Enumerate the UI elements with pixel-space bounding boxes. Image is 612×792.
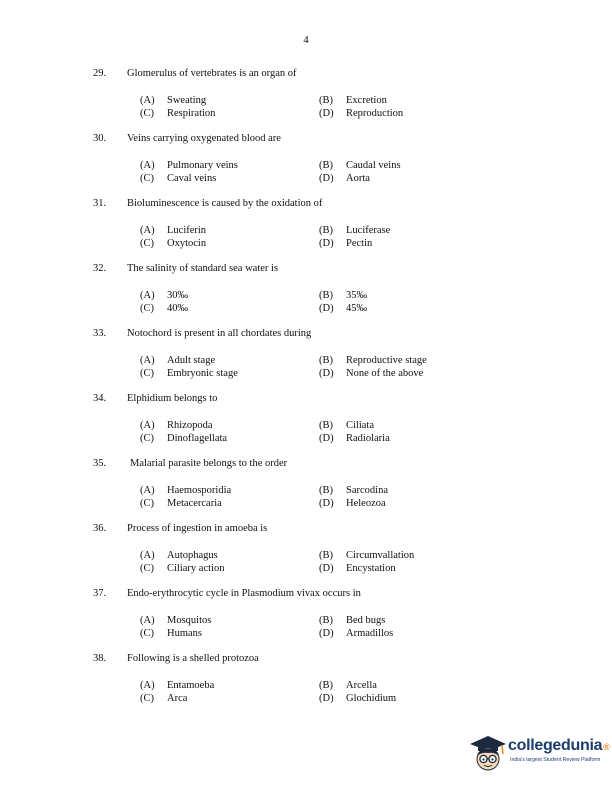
option-b: (B) Bed bugs bbox=[319, 615, 386, 626]
option-c: (C) Humans bbox=[140, 628, 202, 639]
option-a: (A) Adult stage bbox=[140, 355, 216, 366]
question-number: 37. bbox=[93, 588, 107, 599]
question-text: The salinity of standard sea water is bbox=[127, 263, 279, 274]
question-number: 30. bbox=[93, 133, 107, 144]
logo-wordmark: collegedunia® bbox=[508, 737, 610, 754]
option-a: (A) Autophagus bbox=[140, 550, 218, 561]
option-b: (B) Circumvallation bbox=[319, 550, 415, 561]
question-number: 38. bbox=[93, 653, 107, 664]
option-c: (C) Metacercaria bbox=[140, 498, 222, 509]
option-d: (D) Reproduction bbox=[319, 108, 404, 119]
option-c: (C) Caval veins bbox=[140, 173, 217, 184]
question-text: Endo-erythrocytic cycle in Plasmodium vivax occurs in bbox=[127, 588, 361, 599]
option-a: (A) Mosquitos bbox=[140, 615, 212, 626]
option-c: (C) Respiration bbox=[140, 108, 216, 119]
option-c: (C) Dinoflagellata bbox=[140, 433, 228, 444]
question-number: 32. bbox=[93, 263, 107, 274]
option-a: (A) Luciferin bbox=[140, 225, 207, 236]
question-number: 33. bbox=[93, 328, 107, 339]
collegedunia-logo[interactable] bbox=[466, 730, 610, 780]
option-c: (C) Arca bbox=[140, 693, 188, 704]
option-d: (D) 45‰ bbox=[319, 303, 367, 314]
option-c: (C) 40‰ bbox=[140, 303, 188, 314]
option-a: (A) Haemosporidia bbox=[140, 485, 232, 496]
question-number: 35. bbox=[93, 458, 107, 469]
question-text: Malarial parasite belongs to the order bbox=[130, 458, 288, 469]
option-b: (B) Excretion bbox=[319, 95, 387, 106]
question-number: 34. bbox=[93, 393, 107, 404]
option-c: (C) Ciliary action bbox=[140, 563, 225, 574]
question-text: Bioluminescence is caused by the oxidation of bbox=[127, 198, 323, 209]
option-d: (D) Heleozoa bbox=[319, 498, 386, 509]
question-text: Process of ingestion in amoeba is bbox=[127, 523, 268, 534]
question-text: Elphidium belongs to bbox=[127, 393, 218, 404]
question-text: Glomerulus of vertebrates is an organ of bbox=[127, 68, 297, 79]
option-a: (A) Rhizopoda bbox=[140, 420, 213, 431]
question-number: 36. bbox=[93, 523, 107, 534]
question-text: Veins carrying oxygenated blood are bbox=[127, 133, 281, 144]
option-d: (D) Aorta bbox=[319, 173, 370, 184]
option-b: (B) Reproductive stage bbox=[319, 355, 427, 366]
option-c: (C) Embryonic stage bbox=[140, 368, 238, 379]
option-b: (B) 35‰ bbox=[319, 290, 367, 301]
option-b: (B) Luciferase bbox=[319, 225, 391, 236]
question-text: Following is a shelled protozoa bbox=[127, 653, 259, 664]
option-d: (D) Radiolaria bbox=[319, 433, 390, 444]
option-c: (C) Oxytocin bbox=[140, 238, 207, 249]
option-a: (A) 30‰ bbox=[140, 290, 188, 301]
mascot-icon bbox=[466, 732, 508, 774]
option-b: (B) Ciliata bbox=[319, 420, 374, 431]
option-b: (B) Arcella bbox=[319, 680, 377, 691]
question-number: 31. bbox=[93, 198, 107, 209]
logo-tagline: India's largest Student Review Platform bbox=[510, 757, 601, 763]
question-text: Notochord is present in all chordates during bbox=[127, 328, 312, 339]
option-a: (A) Sweating bbox=[140, 95, 207, 106]
option-b: (B) Sarcodina bbox=[319, 485, 388, 496]
option-a: (A) Pulmonary veins bbox=[140, 160, 238, 171]
option-b: (B) Caudal veins bbox=[319, 160, 401, 171]
option-d: (D) Encystation bbox=[319, 563, 396, 574]
option-a: (A) Entamoeba bbox=[140, 680, 215, 691]
option-d: (D) Pectin bbox=[319, 238, 373, 249]
option-d: (D) Armadillos bbox=[319, 628, 394, 639]
question-number: 29. bbox=[93, 68, 107, 79]
page-number: 4 bbox=[303, 35, 309, 46]
option-d: (D) None of the above bbox=[319, 368, 424, 379]
option-d: (D) Glochidium bbox=[319, 693, 397, 704]
